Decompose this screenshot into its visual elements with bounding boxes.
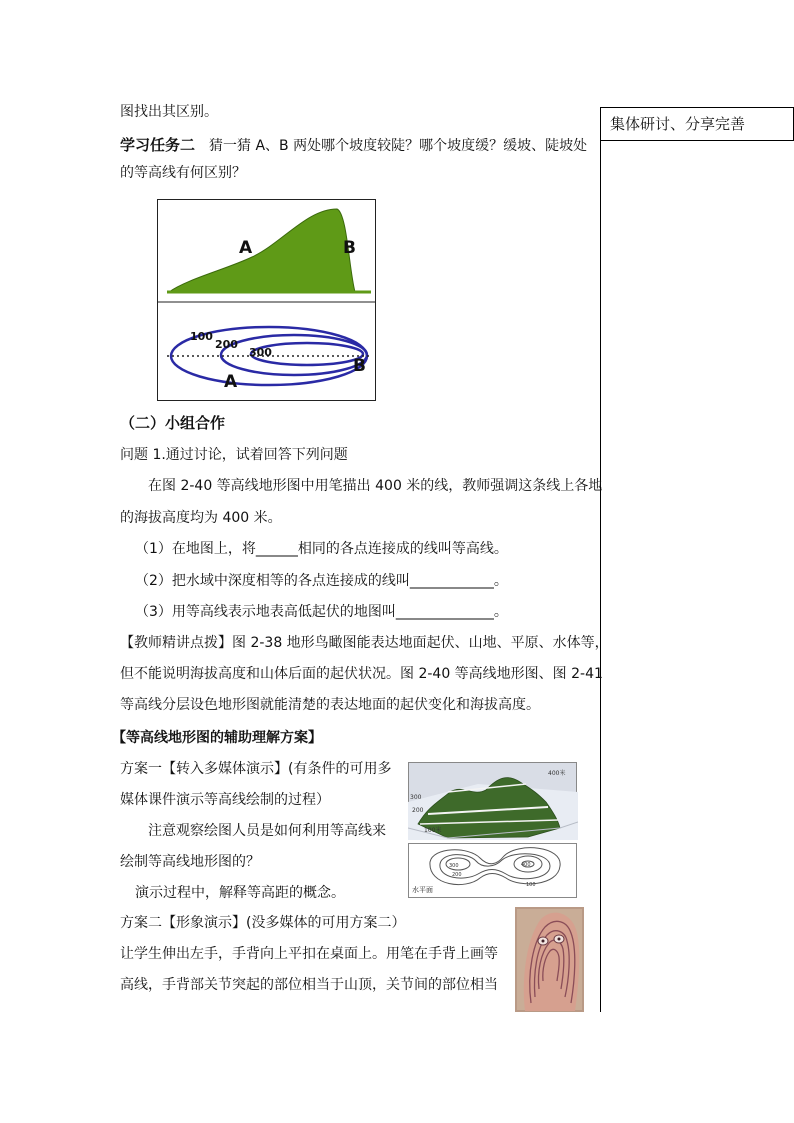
model-label-300: 300 — [410, 794, 422, 801]
plan-label-400: 400 — [521, 862, 531, 868]
plane-label: 水平面 — [412, 886, 433, 894]
plan1-line5: 演示过程中，解释等高距的概念。 — [135, 885, 345, 901]
para1-line2: 的海拔高度均为 400 米。 — [120, 510, 282, 526]
para1-line1: 在图 2-40 等高线地形图中用笔描出 400 米的线，教师强调这条线上各地 — [148, 478, 603, 494]
contour-label-100: 100 — [190, 330, 213, 343]
plan1-line1: 方案一【转入多媒体演示】(有条件的可用多 — [120, 761, 392, 777]
contour-model-figure — [408, 762, 578, 898]
plan2-line3: 高线，手背部关节突起的部位相当于山顶，关节间的部位相当 — [120, 977, 498, 993]
contour-label-300: 300 — [249, 346, 272, 359]
plan-label-300: 300 — [449, 863, 459, 869]
table-divider-line — [600, 107, 601, 1012]
task2-line1 — [120, 135, 587, 156]
plan2-line2: 让学生伸出左手，手背向上平扣在桌面上。用笔在手背上画等 — [120, 946, 498, 962]
intro-line: 图找出其区别。 — [120, 104, 218, 120]
fill-item-3: （3）用等高线表示地表高低起伏的地图叫______________。 — [135, 604, 508, 620]
plan-label-100: 100 — [526, 882, 536, 888]
hand-photo — [515, 907, 584, 1012]
task2-text1: 猜一猜 A、B 两处哪个坡度较陡？哪个坡度缓？缓坡、陡坡处 — [209, 138, 588, 154]
contour-label-200: 200 — [215, 338, 238, 351]
label-a-profile: A — [239, 238, 253, 258]
teacher-tip-line3: 等高线分层设色地形图就能清楚的表达地面的起伏变化和海拔高度。 — [120, 697, 540, 713]
plan2-line1: 方案二【形象演示】(没多媒体的可用方案二） — [120, 915, 406, 931]
side-cell-top-border — [600, 107, 794, 108]
plan1-line4: 绘制等高线地形图的？ — [120, 854, 260, 870]
teacher-tip-line2: 但不能说明海拔高度和山体后面的起伏状况。图 2-40 等高线地形图、图 2-41 — [120, 666, 603, 682]
slope-figure — [157, 199, 377, 402]
task2-line2: 的等高线有何区别？ — [120, 165, 246, 181]
model-label-100: 100米 — [424, 827, 442, 834]
label-b-profile: B — [343, 238, 356, 258]
teacher-tip-line1: 【教师精讲点拨】图 2-38 地形鸟瞰图能表达地面起伏、山地、平原、水体等， — [120, 635, 609, 651]
side-cell-label: 集体研讨、分享完善 — [610, 115, 746, 133]
aux-title: 【等高线地形图的辅助理解方案】 — [112, 730, 322, 746]
fill-item-2: （2）把水域中深度相等的各点连接成的线叫____________。 — [135, 573, 508, 589]
fill-item-1: （1）在地图上，将______相同的各点连接成的线叫等高线。 — [135, 541, 508, 557]
section2-title: （二）小组合作 — [120, 414, 226, 432]
model-label-200: 200 — [412, 807, 424, 814]
plan1-line2: 媒体课件演示等高线绘制的过程） — [120, 792, 330, 808]
label-a-contour: A — [224, 372, 238, 392]
task2-heading: 学习任务二 — [120, 136, 196, 154]
plan1-line3: 注意观察绘图人员是如何利用等高线来 — [148, 823, 386, 839]
side-cell-bottom-border — [600, 140, 794, 141]
plan-label-200: 200 — [452, 872, 462, 878]
question1: 问题 1.通过讨论，试着回答下列问题 — [120, 447, 348, 463]
model-label-400: 400米 — [548, 770, 566, 777]
label-b-contour: B — [353, 356, 366, 376]
